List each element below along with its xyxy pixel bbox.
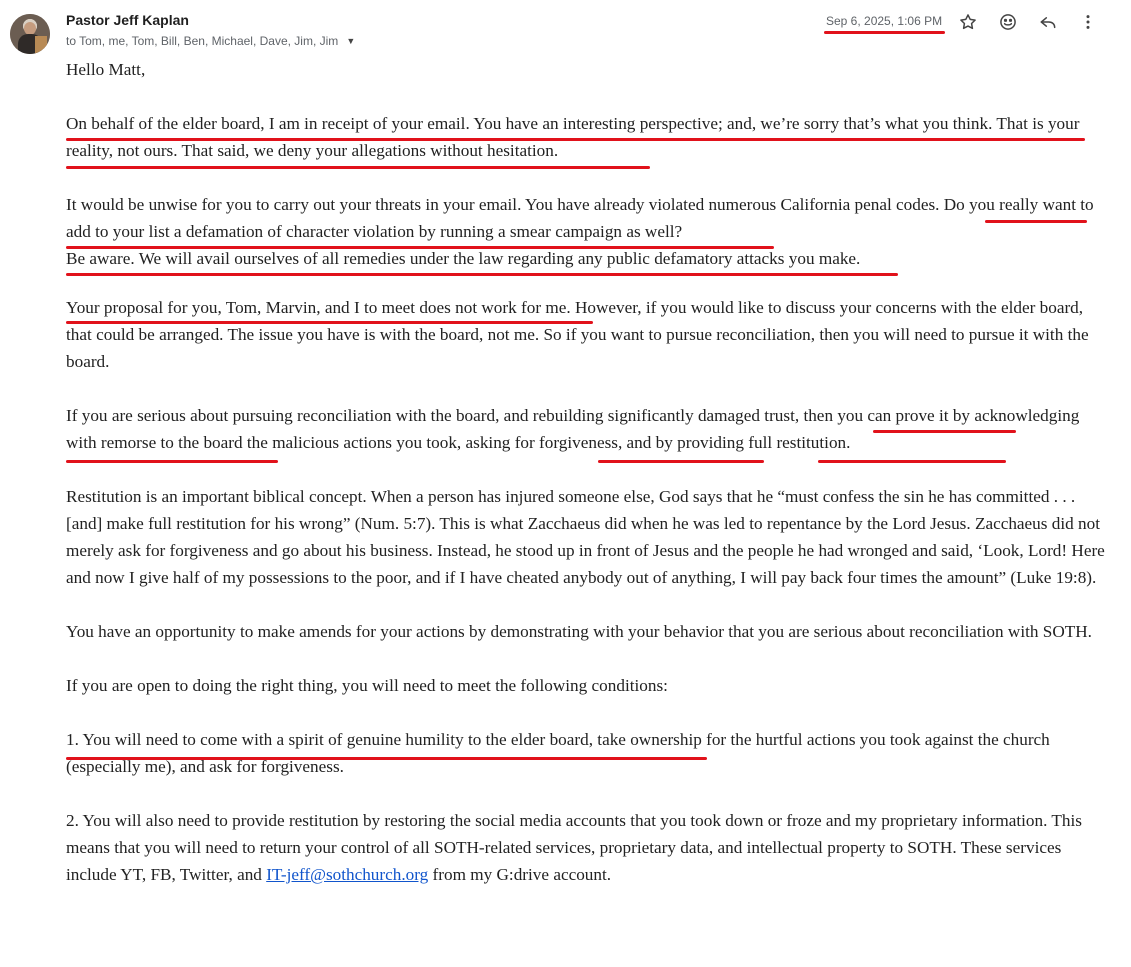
message-header — [0, 0, 1131, 60]
more-vert-icon[interactable] — [1076, 10, 1100, 34]
email-body — [66, 56, 1111, 888]
emoji-icon[interactable] — [996, 10, 1020, 34]
condition-2 — [66, 807, 1111, 888]
chevron-down-icon[interactable]: ▼ — [346, 36, 356, 46]
reply-icon[interactable] — [1036, 10, 1060, 34]
paragraph-proposal: Your proposal for you, Tom, Marvin, and I to meet does not work for me. However, if you would like to discuss your concerns with the elder board, that could be arranged. The issue you have is with the board, not me. So if you want to pursue reconciliation, then you will need to pursue it with the board. — [66, 298, 1089, 371]
greeting: Hello Matt, — [66, 60, 146, 79]
condition-1: 1. You will need to come with a spirit of genuine humility to the elder board, take ownership for the hurtful actions you took against the church (especially me), and ask for forgiveness. — [66, 730, 1050, 776]
paragraph-opportunity: You have an opportunity to make amends for your actions by demonstrating with your behavior that you are serious about reconciliation with SOTH. — [66, 622, 1092, 641]
sender-name[interactable]: Pastor Jeff Kaplan — [66, 12, 189, 28]
recipients-line[interactable] — [66, 34, 355, 48]
paragraph-restitution: Restitution is an important biblical concept. When a person has injured someone else, God says that he “must confess the sin he has committed . . . [and] make full restitution for his wrong” (Num. 5:7). This is what Zacchaeus did when he was led to repentance by the Lord Jesus. Zacchaeus did not merely ask for forgiveness and go about his business. Instead, he stood up in front of Jesus and the people he had wronged and said, ‘Look, Lord! Here and now I give half of my possessions to the poor, and if I have cheated anybody out of anything, I will pay back four times the amount” (Luke 19:8). — [66, 487, 1105, 587]
condition-2-text: 2. You will also need to provide restitution by restoring the social media accounts that you took down or froze and my proprietary information. This means that you will need to return your control of all SOTH-related services, proprietary data, and intellectual property to SOTH. These services include YT, FB, Twitter, and — [66, 811, 1082, 884]
message-date: Sep 6, 2025, 1:06 PM — [826, 14, 943, 28]
annotation-underline — [824, 31, 945, 34]
paragraph-be-aware: Be aware. We will avail ourselves of all remedies under the law regarding any public defamatory attacks you make. — [66, 249, 861, 268]
paragraph-reconciliation: If you are serious about pursuing reconciliation with the board, and rebuilding significantly damaged trust, then you can prove it by acknowledging with remorse to the board the malicious actions you took, asking for forgiveness, and by providing full restitution. — [66, 406, 1080, 452]
paragraph-receipt: On behalf of the elder board, I am in receipt of your email. You have an interesting perspective; and, we’re sorry that’s what you think. That is your reality, not ours. That said, we deny your allegations without hesitation. — [66, 114, 1080, 160]
star-icon[interactable] — [956, 10, 980, 34]
sender-avatar[interactable] — [10, 14, 50, 54]
recipients-text: to Tom, me, Tom, Bill, Ben, Michael, Dave, Jim, Jim — [66, 34, 339, 48]
paragraph-warning: It would be unwise for you to carry out your threats in your email. You have already violated numerous California penal codes. Do you really want to add to your list a defamation of character violation by running a smear campaign as well? — [66, 195, 1094, 241]
email-link[interactable]: IT-jeff@sothchurch.org — [266, 865, 429, 884]
condition-2-end: from my G:drive account. — [428, 865, 612, 884]
paragraph-conditions: If you are open to doing the right thing, you will need to meet the following conditions: — [66, 676, 668, 695]
